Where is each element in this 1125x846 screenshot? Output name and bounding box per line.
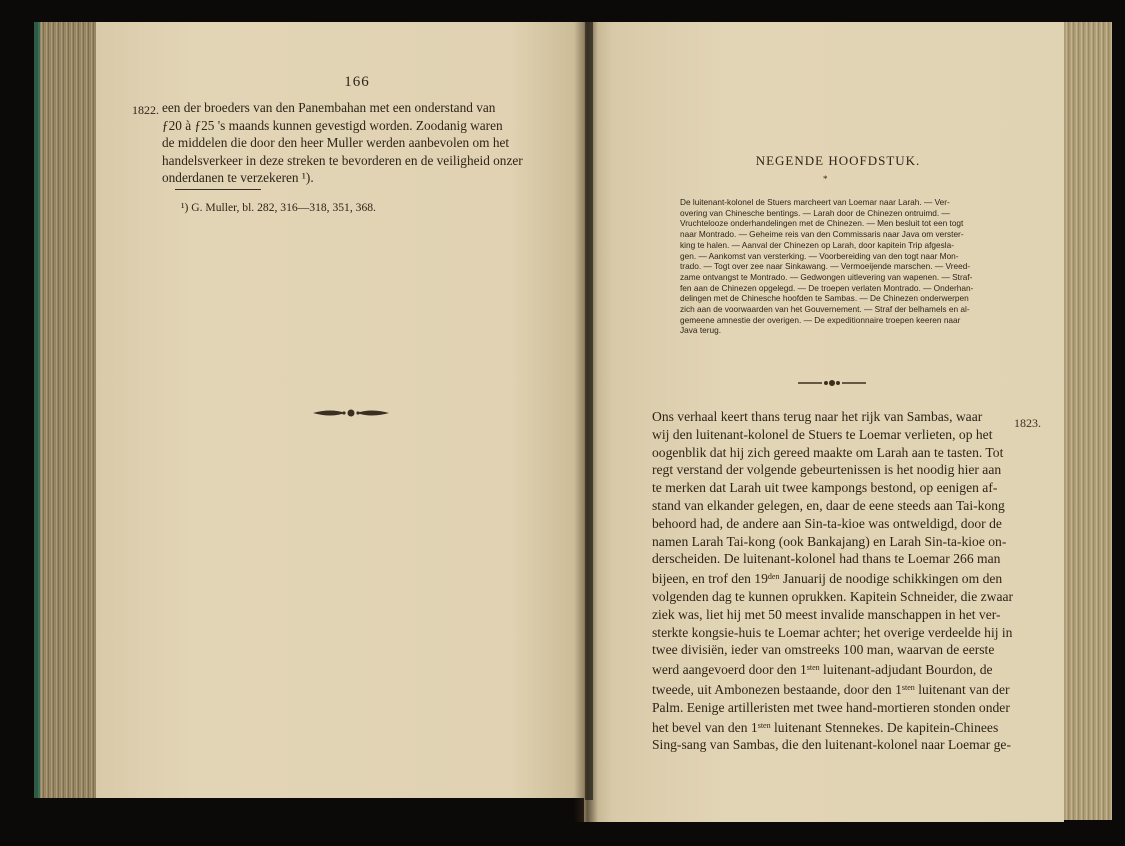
chapter-summary bbox=[680, 197, 1000, 336]
text-line: volgenden dag te kunnen oprukken. Kapitein Schneider, die zwaar bbox=[652, 588, 1014, 604]
text-line: behoord had, de andere aan Sin-ta-kioe was ontweldigd, door de bbox=[652, 515, 1002, 531]
summary-line: king te halen. — Aanval der Chinezen op Larah, door kapitein Trip afgesla- bbox=[680, 239, 954, 250]
ornament-divider-icon bbox=[311, 406, 391, 420]
page-number: 166 bbox=[344, 74, 370, 90]
summary-line: zich aan de voorwaarden van het Gouvernement. — Straf der belhamels en al- bbox=[680, 304, 970, 315]
footnote-rule bbox=[175, 189, 261, 190]
summary-line: zame ontvangst te Montrado. — Gedwongen uitlevering van wapenen. — Straf- bbox=[680, 271, 973, 282]
text-line: namen Larah Tai-kong (ook Bankajang) en Larah Sin-ta-kioe on- bbox=[652, 533, 1007, 549]
margin-year-left: 1822. bbox=[132, 103, 159, 117]
left-paragraph bbox=[162, 99, 554, 187]
text-line: werd aangevoerd door den $1^{sten}$ luitenant-adjudant Bourdon, de bbox=[652, 662, 993, 678]
text-line: sterkte kongsie-huis te Loemar achter; het overige verdeelde hij in bbox=[652, 624, 1013, 640]
left-page-edges bbox=[34, 22, 104, 798]
text-line: een der broeders van den Panembahan met een onderstand van bbox=[162, 100, 496, 115]
summary-line: fen aan de Chinezen opgelegd. — De troepen verlaten Montrado. — Onderhan- bbox=[680, 282, 974, 293]
summary-line: trado. — Togt over zee naar Sinkawang. — Vermoeijende marschen. — Vreed- bbox=[680, 261, 971, 272]
book-gutter bbox=[574, 22, 598, 822]
text-line: onderdanen te verzekeren ¹). bbox=[162, 170, 314, 186]
footnote: ¹) G. Muller, bl. 282, 316—318, 351, 368. bbox=[181, 201, 376, 214]
text-line: twee divisiën, ieder van omstreeks 100 man, waarvan de eerste bbox=[652, 642, 995, 658]
summary-line: gen. — Aankomst van versterking. — Voorbereiding van den togt naar Mon- bbox=[680, 250, 959, 261]
summary-line: De luitenant-kolonel de Stuers marcheert van Loemar naar Larah. — Ver- bbox=[680, 197, 950, 207]
summary-line: overing van Chinesche bentings. — Larah door de Chinezen ontruimd. — bbox=[680, 207, 950, 218]
text-line: ziek was, liet hij met 50 meest invalide manschappen in het ver- bbox=[652, 606, 1001, 622]
text-line: bijeen, en trof den $19^{den}$ Januarij de noodige schikkingen om den bbox=[652, 571, 1003, 587]
ornament-divider-icon bbox=[796, 378, 868, 388]
summary-line: Java terug. bbox=[680, 325, 722, 336]
text-line: Ons verhaal keert thans terug naar het rijk van Sambas, waar bbox=[652, 409, 983, 424]
text-line: oogenblik dat hij zich gereed maakte om Larah aan te tasten. Tot bbox=[652, 444, 1004, 460]
right-paragraph bbox=[652, 408, 1014, 754]
margin-year-right: 1823. bbox=[1014, 416, 1041, 430]
right-page-edges bbox=[1060, 22, 1112, 820]
text-line: tweede, uit Ambonezen bestaande, door den $1^{sten}$ luitenant van der bbox=[652, 681, 1010, 697]
star-ornament: * bbox=[823, 174, 828, 184]
text-line: ƒ20 à ƒ25 's maands kunnen gevestigd worden. Zoodanig waren bbox=[162, 117, 503, 133]
text-line: wij den luitenant-kolonel de Stuers te Loemar verlieten, op het bbox=[652, 426, 993, 442]
summary-line: Vruchtelooze onderhandelingen met de Chinezen. — Men besluit tot een togt bbox=[680, 218, 964, 229]
text-line: derscheiden. De luitenant-kolonel had thans te Loemar 266 man bbox=[652, 551, 1001, 567]
text-line: regt verstand der volgende gebeurtenissen is het noodig hier aan bbox=[652, 462, 1002, 478]
summary-line: gemeene amnestie der overigen. — De expeditionnaire troepen keeren naar bbox=[680, 314, 961, 325]
text-line: de middelen die door den heer Muller werden aanbevolen om het bbox=[162, 135, 510, 151]
text-line: Palm. Eenige artilleristen met twee hand-mortieren stonden onder bbox=[652, 699, 1010, 715]
text-line: te merken dat Larah uit twee kampongs bestond, op eenigen af- bbox=[652, 480, 998, 496]
text-line: stand van elkander gelegen, en, daar de eene steeds aan Tai-kong bbox=[652, 497, 1005, 513]
text-line: Sing-sang van Sambas, die den luitenant-kolonel naar Loemar ge- bbox=[652, 737, 1011, 753]
chapter-title: NEGENDE HOOFDSTUK. bbox=[755, 153, 921, 168]
summary-line: naar Montrado. — Geheime reis van den Commissaris naar Java om verster- bbox=[680, 229, 964, 240]
summary-line: delingen met de Chinesche hoofden te Sambas. — De Chinezen onderwerpen bbox=[680, 293, 969, 304]
text-line: het bevel van den $1^{sten}$ luitenant Stennekes. De kapitein-Chinees bbox=[652, 719, 999, 735]
text-line: handelsverkeer in deze streken te bevorderen en de veiligheid onzer bbox=[162, 152, 523, 168]
